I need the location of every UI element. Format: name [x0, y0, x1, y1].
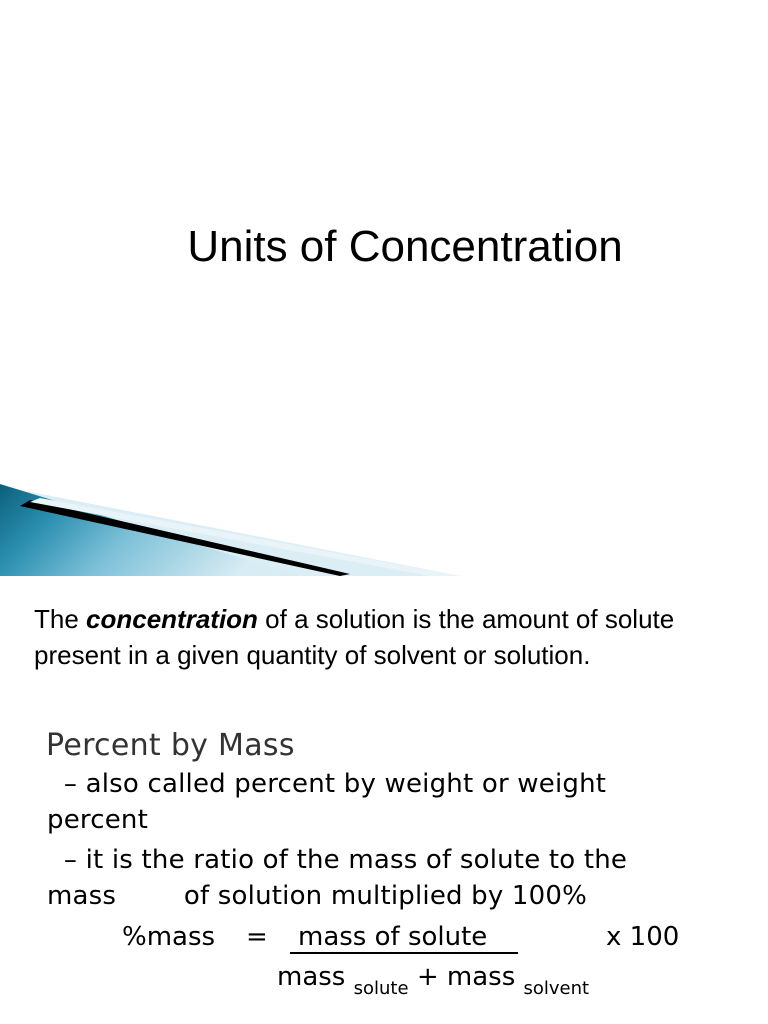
intro-after: of a solution is the amount of solute present in a given quantity of solvent or solution.: [34, 604, 675, 670]
intro-paragraph: [34, 601, 734, 673]
content-slide: [0, 576, 768, 1024]
slide-title: Units of Concentration: [187, 222, 623, 271]
swoosh-decoration: [0, 470, 768, 576]
formula-equals: =: [246, 922, 268, 952]
bullet-1-line-1: – also called percent by weight or weight: [47, 769, 607, 799]
den-mass-2: mass: [446, 962, 516, 992]
intro-before: The: [34, 604, 87, 634]
formula-numerator: mass of solute: [290, 922, 518, 954]
formula-multiplier: x 100: [606, 922, 680, 952]
formula-denominator: [277, 962, 590, 999]
section-heading: Percent by Mass: [46, 728, 295, 763]
den-sub-solute: solute: [353, 978, 409, 999]
den-sub-solvent: solvent: [523, 978, 590, 999]
den-plus: +: [416, 962, 439, 992]
intro-emphasis: concentration: [86, 604, 258, 634]
bullet-2-line-1: – it is the ratio of the mass of solute to the: [47, 845, 628, 875]
den-mass-1: mass: [277, 962, 346, 992]
formula-lhs: %mass: [122, 922, 216, 952]
bullet-1-line-2: percent: [47, 805, 148, 835]
bullet-2-line-2: mass of solution multiplied by 100%: [47, 881, 588, 911]
